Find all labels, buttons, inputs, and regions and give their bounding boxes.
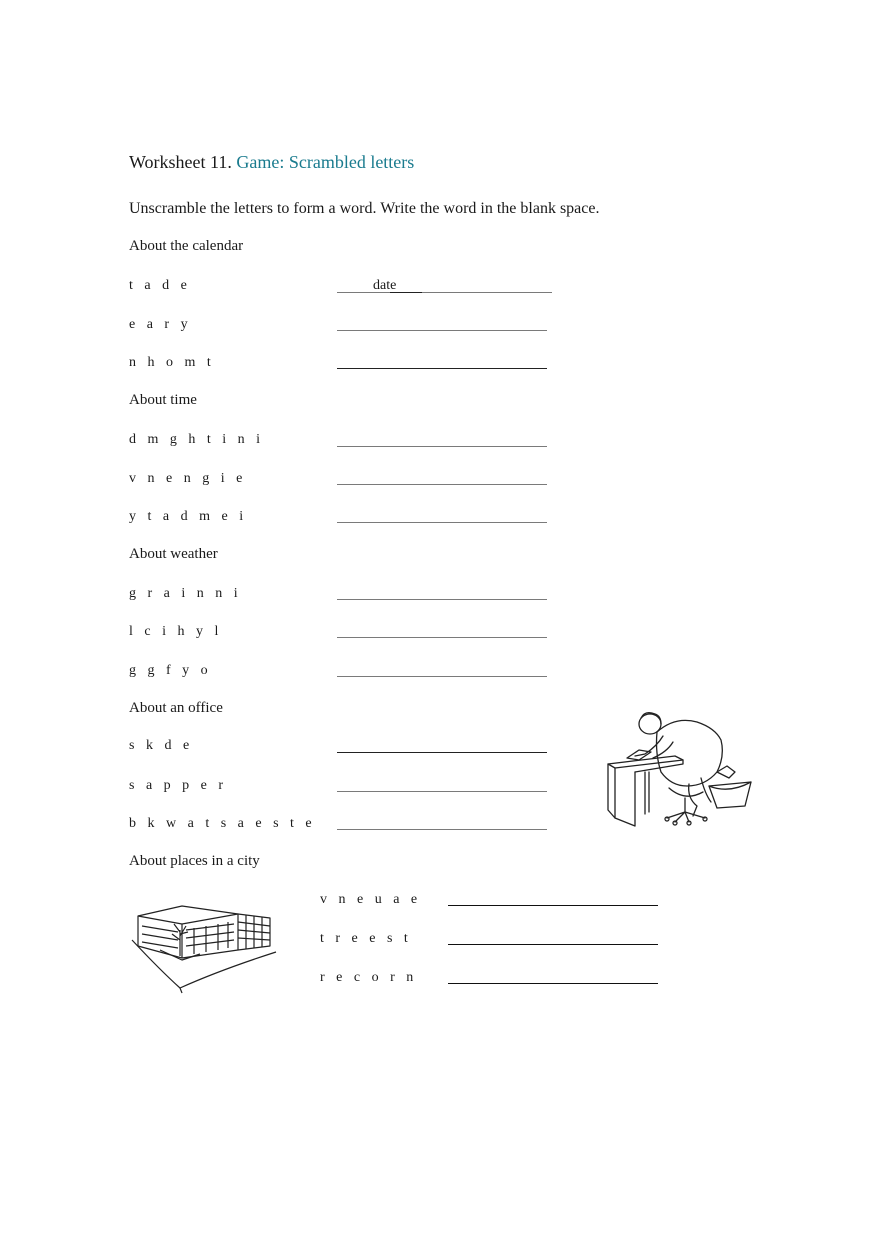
answer-blank[interactable] bbox=[448, 944, 658, 945]
city-building-illustration bbox=[130, 900, 280, 995]
answer-blank[interactable] bbox=[337, 330, 547, 331]
scrambled-word: t a d e bbox=[129, 278, 191, 293]
scrambled-word: g g f y o bbox=[129, 663, 212, 678]
scrambled-word: b k w a t s a e s t e bbox=[129, 816, 316, 831]
scrambled-word: t r e e s t bbox=[320, 931, 412, 946]
section-heading-city: About places in a city bbox=[129, 853, 260, 869]
answer-blank[interactable] bbox=[337, 446, 547, 447]
scrambled-word: e a r y bbox=[129, 317, 192, 332]
office-worker-illustration bbox=[605, 706, 760, 828]
answer-blank[interactable] bbox=[337, 368, 547, 369]
answer-blank[interactable] bbox=[337, 791, 547, 792]
title-prefix: Worksheet 11. bbox=[129, 152, 232, 172]
page-title bbox=[129, 152, 414, 173]
answer-blank[interactable] bbox=[448, 905, 658, 906]
answer-blank[interactable] bbox=[337, 752, 547, 753]
answer-blank[interactable] bbox=[337, 637, 547, 638]
answer-underline bbox=[390, 292, 422, 293]
scrambled-word: s a p p e r bbox=[129, 778, 228, 793]
answer-blank[interactable] bbox=[337, 599, 547, 600]
answer-text: date bbox=[373, 278, 397, 293]
scrambled-word: r e c o r n bbox=[320, 970, 418, 985]
scrambled-word: g r a i n n i bbox=[129, 586, 242, 601]
section-heading-calendar: About the calendar bbox=[129, 238, 244, 254]
section-heading-time: About time bbox=[129, 392, 197, 408]
answer-blank[interactable] bbox=[448, 983, 658, 984]
answer-blank[interactable] bbox=[337, 484, 547, 485]
answer-blank[interactable] bbox=[337, 676, 547, 677]
answer-blank[interactable] bbox=[337, 829, 547, 830]
scrambled-word: n h o m t bbox=[129, 355, 215, 370]
section-heading-office: About an office bbox=[129, 700, 223, 716]
answer-blank[interactable] bbox=[337, 522, 547, 523]
answer-blank[interactable] bbox=[337, 292, 552, 293]
title-game: Game: Scrambled letters bbox=[236, 152, 415, 172]
scrambled-word: s k d e bbox=[129, 738, 194, 753]
scrambled-word: l c i h y l bbox=[129, 624, 223, 639]
scrambled-word: y t a d m e i bbox=[129, 509, 248, 524]
scrambled-word: d m g h t i n i bbox=[129, 432, 265, 447]
scrambled-word: v n e u a e bbox=[320, 892, 422, 907]
scrambled-word: v n e n g i e bbox=[129, 471, 247, 486]
section-heading-weather: About weather bbox=[129, 546, 218, 562]
instructions: Unscramble the letters to form a word. Write the word in the blank space. bbox=[129, 200, 600, 217]
